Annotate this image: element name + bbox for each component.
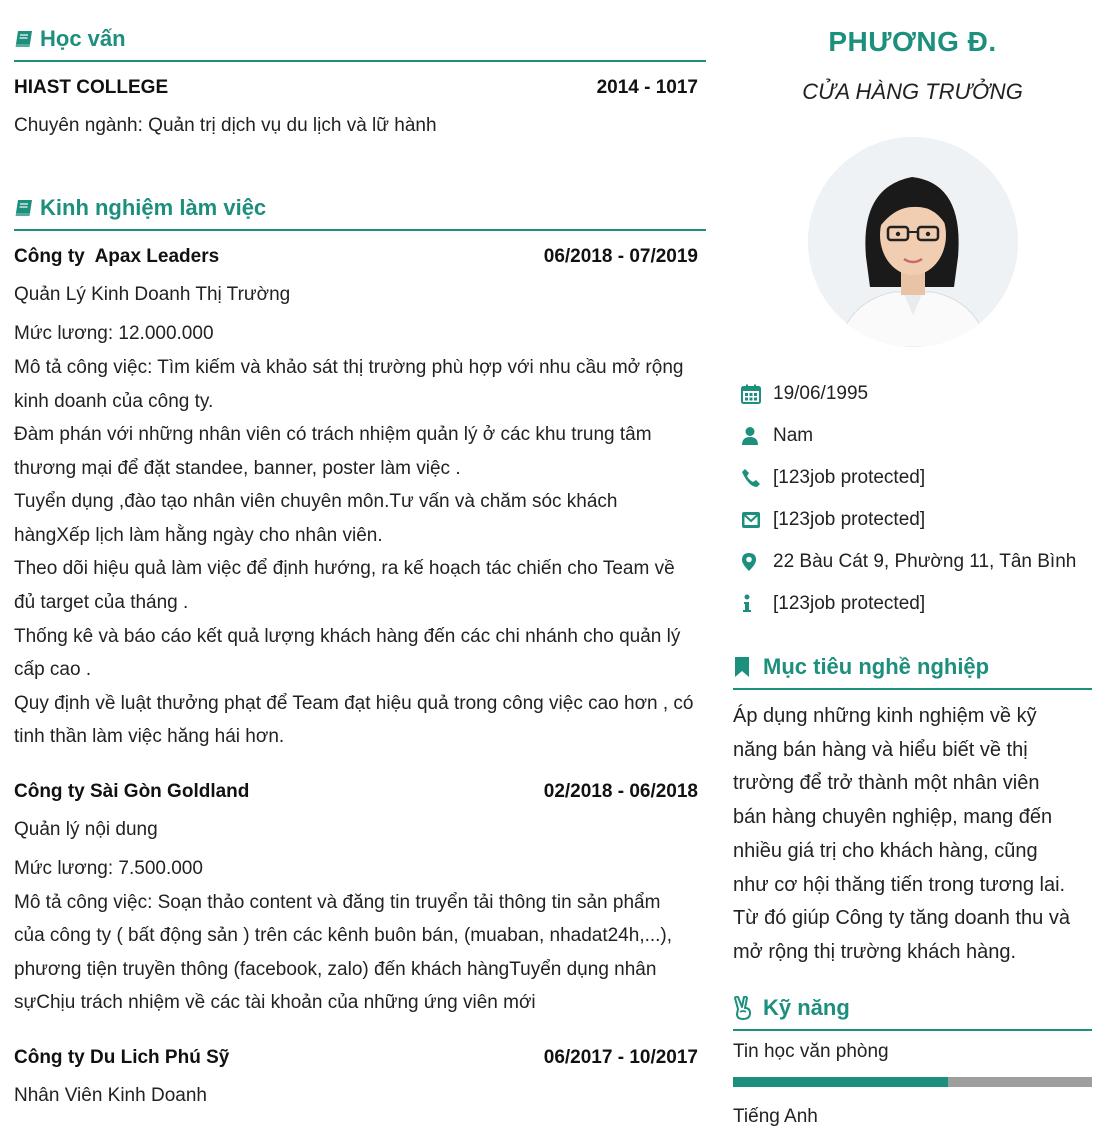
job-period: 02/2018 - 06/2018 bbox=[543, 781, 698, 802]
job-position: Quản lý nội dung bbox=[14, 819, 158, 840]
job-detail-line: Mức lương: 12.000.000 bbox=[14, 323, 214, 344]
avatar bbox=[808, 137, 1018, 347]
job-detail-line: Mô tả công việc: Tìm kiếm và khảo sát thị trường phù hợp với nhu cầu mở rộng bbox=[14, 357, 684, 378]
birthday-row bbox=[733, 383, 1092, 405]
experience-heading-label: Kinh nghiệm làm việc bbox=[40, 195, 267, 220]
school-name: HIAST COLLEGE bbox=[14, 77, 169, 98]
gender-row bbox=[733, 425, 1092, 447]
job-detail-line: Mô tả công việc: Soạn thảo content và đăng tin truyển tải thông tin sản phẩm bbox=[14, 892, 661, 913]
victory-hand-icon bbox=[733, 996, 753, 1020]
job-header bbox=[14, 781, 698, 803]
objective-line: năng bán hàng và hiểu biết về thị bbox=[733, 738, 1028, 761]
birthday-value: 19/06/1995 bbox=[773, 383, 869, 404]
job-detail-line: Mức lương: 7.500.000 bbox=[14, 858, 203, 879]
job-detail-line: sựChịu trách nhiệm về các tài khoản của những ứng viên mới bbox=[14, 992, 536, 1013]
objective-line: mở rộng thị trường khách hàng. bbox=[733, 940, 1017, 963]
job-header bbox=[14, 246, 698, 268]
phone-icon bbox=[741, 468, 761, 488]
job-period: 06/2017 - 10/2017 bbox=[543, 1047, 698, 1068]
job-detail-line: Theo dõi hiệu quả làm việc để định hướng, ra kế hoạch tác chiến cho Team về bbox=[14, 558, 675, 579]
objective-line: trường để trở thành một nhân viên bbox=[733, 772, 1040, 795]
objective-line: như cơ hội thăng tiến trong tương lai. bbox=[733, 873, 1066, 896]
skill-bar-fill bbox=[733, 1077, 948, 1087]
candidate-title: CỬA HÀNG TRƯỞNG bbox=[802, 79, 1023, 104]
job-position: Nhân Viên Kinh Doanh bbox=[14, 1085, 207, 1106]
company-name: Công ty Sài Gòn Goldland bbox=[14, 781, 250, 802]
objective-heading bbox=[733, 654, 1092, 690]
info-row bbox=[733, 593, 1092, 615]
objective-text bbox=[733, 700, 1092, 970]
objective-heading-label: Mục tiêu nghề nghiệp bbox=[763, 654, 990, 679]
skill-bar bbox=[733, 1077, 1092, 1087]
job-position: Quản Lý Kinh Doanh Thị Trường bbox=[14, 284, 291, 305]
skill-name: Tiếng Anh bbox=[733, 1106, 818, 1127]
skills-heading bbox=[733, 995, 1092, 1031]
company-name: Công ty Apax Leaders bbox=[14, 246, 220, 267]
gender-value: Nam bbox=[773, 425, 814, 446]
job-header bbox=[14, 1047, 698, 1069]
phone-row bbox=[733, 467, 1092, 489]
info-value: [123job protected] bbox=[773, 593, 926, 614]
envelope-icon bbox=[741, 511, 761, 529]
email-row bbox=[733, 509, 1092, 531]
objective-line: bán hàng chuyên nghiệp, mang đến bbox=[733, 806, 1053, 829]
job-detail-line: cấp cao . bbox=[14, 659, 92, 680]
bookmark-icon bbox=[733, 656, 751, 678]
candidate-name: PHƯƠNG Đ. bbox=[828, 26, 997, 57]
phone-value: [123job protected] bbox=[773, 467, 926, 488]
job-detail-line: Tuyển dụng ,đào tạo nhân viên chuyên môn.Tư vấn và chăm sóc khách bbox=[14, 491, 618, 512]
job-detail-line: Quy định về luật thưởng phạt để Team đạt hiệu quả trong công việc cao hơn , có bbox=[14, 693, 694, 714]
job-detail-line: đủ target của tháng . bbox=[14, 592, 189, 613]
education-period: 2014 - 1017 bbox=[596, 77, 698, 98]
job-detail-line: tinh thần làm việc hăng hái hơn. bbox=[14, 726, 285, 747]
skills-heading-label: Kỹ năng bbox=[763, 995, 850, 1020]
address-row bbox=[733, 551, 1092, 573]
map-marker-icon bbox=[741, 552, 757, 572]
avatar-photo bbox=[808, 137, 1018, 347]
user-icon bbox=[741, 426, 759, 446]
objective-line: nhiều giá trị cho khách hàng, cũng bbox=[733, 839, 1038, 862]
objective-line: Từ đó giúp Công ty tăng doanh thu và bbox=[733, 907, 1070, 930]
book-icon bbox=[14, 199, 34, 217]
job-detail-line: thương mại để đặt standee, banner, poster làm việc . bbox=[14, 458, 461, 479]
experience-heading bbox=[14, 195, 706, 231]
address-value: 22 Bàu Cát 9, Phường 11, Tân Bình bbox=[773, 551, 1077, 572]
skill-name: Tin học văn phòng bbox=[733, 1041, 889, 1062]
book-icon bbox=[14, 30, 34, 48]
job-detail-line: kinh doanh của công ty. bbox=[14, 391, 214, 412]
job-detail-line: Thống kê và báo cáo kết quả lượng khách hàng đến các chi nhánh cho quản lý bbox=[14, 626, 681, 647]
info-icon bbox=[741, 594, 753, 614]
job-period: 06/2018 - 07/2019 bbox=[543, 246, 698, 267]
education-heading-label: Học vấn bbox=[40, 26, 126, 51]
education-row bbox=[14, 77, 698, 99]
calendar-icon bbox=[741, 384, 761, 404]
education-major: Chuyên ngành: Quản trị dịch vụ du lịch và lữ hành bbox=[14, 115, 437, 136]
job-detail-line: hàngXếp lịch làm hằng ngày cho nhân viên. bbox=[14, 525, 383, 546]
job-detail-line: Đàm phán với những nhân viên có trách nhiệm quản lý ở các khu trung tâm bbox=[14, 424, 652, 445]
job-detail-line: của công ty ( bất động sản ) trên các kênh buôn bán, (muaban, nhadat24h,...), bbox=[14, 925, 673, 946]
objective-line: Áp dụng những kinh nghiệm về kỹ bbox=[733, 705, 1037, 727]
education-heading bbox=[14, 26, 706, 62]
company-name: Công ty Du Lich Phú Sỹ bbox=[14, 1047, 230, 1068]
job-detail-line: phương tiện truyền thông (facebook, zalo) đến khách hàngTuyển dụng nhân bbox=[14, 959, 657, 980]
email-value: [123job protected] bbox=[773, 509, 926, 530]
